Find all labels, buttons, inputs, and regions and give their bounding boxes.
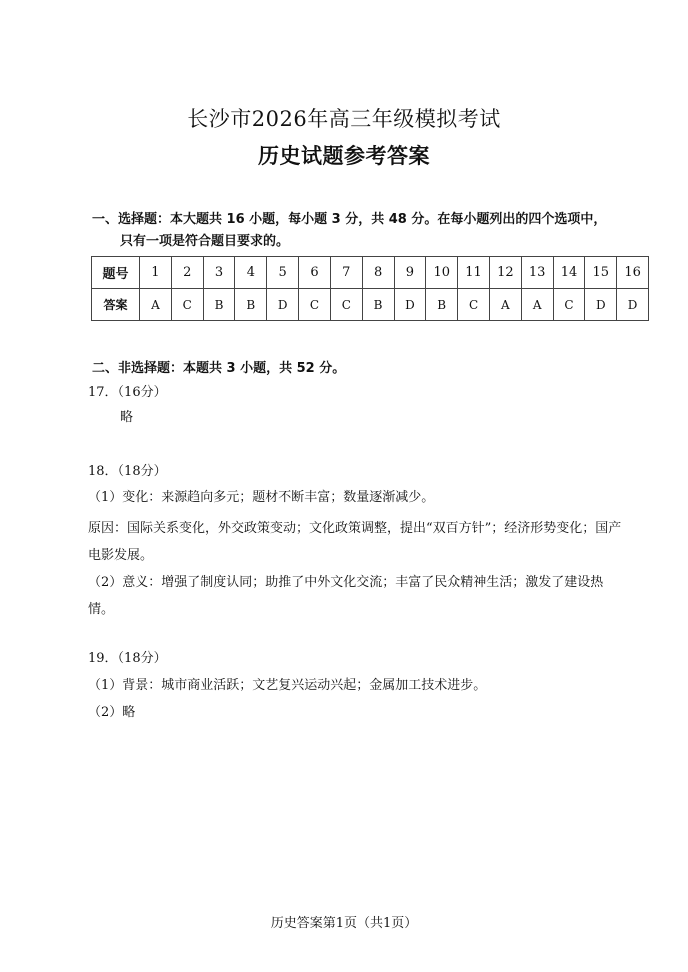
answer-cell: C: [330, 289, 362, 321]
page-footer: 历史答案第1页（共1页）: [270, 916, 418, 931]
answer-cell: D: [617, 289, 649, 321]
answer-cell: B: [362, 289, 394, 321]
answer-cell: D: [585, 289, 617, 321]
q18-part1: （1）变化：来源趋向多元；题材不断丰富；数量逐渐减少。: [88, 490, 435, 505]
answer-cell: C: [171, 289, 203, 321]
row-label-answer: 答案: [92, 289, 140, 321]
question-number: 9: [394, 257, 426, 289]
question-number: 6: [299, 257, 331, 289]
question-number: 7: [330, 257, 362, 289]
section2-heading: 二、非选择题：本题共 3 小题，共 52 分。: [92, 361, 346, 376]
question-number: 11: [458, 257, 490, 289]
q18-label: 18．（18分）: [88, 464, 167, 479]
question-number: 14: [553, 257, 585, 289]
answer-cell: B: [235, 289, 267, 321]
answer-cell: C: [458, 289, 490, 321]
q17-answer: 略: [120, 410, 134, 425]
page-subtitle: 历史试题参考答案: [258, 143, 430, 168]
q19-label: 19．（18分）: [88, 651, 167, 666]
q17-label: 17．（16分）: [88, 385, 167, 400]
question-number: 13: [521, 257, 553, 289]
question-number: 4: [235, 257, 267, 289]
answer-row: [92, 289, 649, 321]
question-number: 5: [267, 257, 299, 289]
question-number: 10: [426, 257, 458, 289]
answer-cell: A: [140, 289, 172, 321]
answer-cell: C: [299, 289, 331, 321]
answer-cell: A: [489, 289, 521, 321]
answer-cell: C: [553, 289, 585, 321]
question-number: 1: [140, 257, 172, 289]
q18-reason: 原因：国际关系变化，外交政策变动；文化政策调整，提出“双百方针”；经济形势变化；国产电影发展。: [88, 521, 622, 563]
question-number: 15: [585, 257, 617, 289]
answer-cell: D: [394, 289, 426, 321]
answer-cell: A: [521, 289, 553, 321]
question-number-row: [92, 257, 649, 289]
question-number: 16: [617, 257, 649, 289]
q19-part2: （2）略: [88, 705, 136, 720]
section1-heading-cont: 只有一项是符合题目要求的。: [120, 234, 290, 249]
question-number: 2: [171, 257, 203, 289]
q18-part2: （2）意义：增强了制度认同；助推了中外文化交流；丰富了民众精神生活；激发了建设热情。: [88, 575, 604, 617]
question-number: 12: [489, 257, 521, 289]
section1-heading: 一、选择题：本大题共 16 小题，每小题 3 分，共 48 分。在每小题列出的四个选项中，: [92, 212, 607, 227]
question-number: 8: [362, 257, 394, 289]
answer-cell: B: [426, 289, 458, 321]
q19-part1: （1）背景：城市商业活跃；文艺复兴运动兴起；金属加工技术进步。: [88, 678, 487, 693]
answer-cell: D: [267, 289, 299, 321]
answer-cell: B: [203, 289, 235, 321]
answer-table: [91, 256, 649, 321]
question-number: 3: [203, 257, 235, 289]
row-label-question: 题号: [92, 257, 140, 289]
page-title: 长沙市2026年高三年级模拟考试: [187, 107, 501, 131]
